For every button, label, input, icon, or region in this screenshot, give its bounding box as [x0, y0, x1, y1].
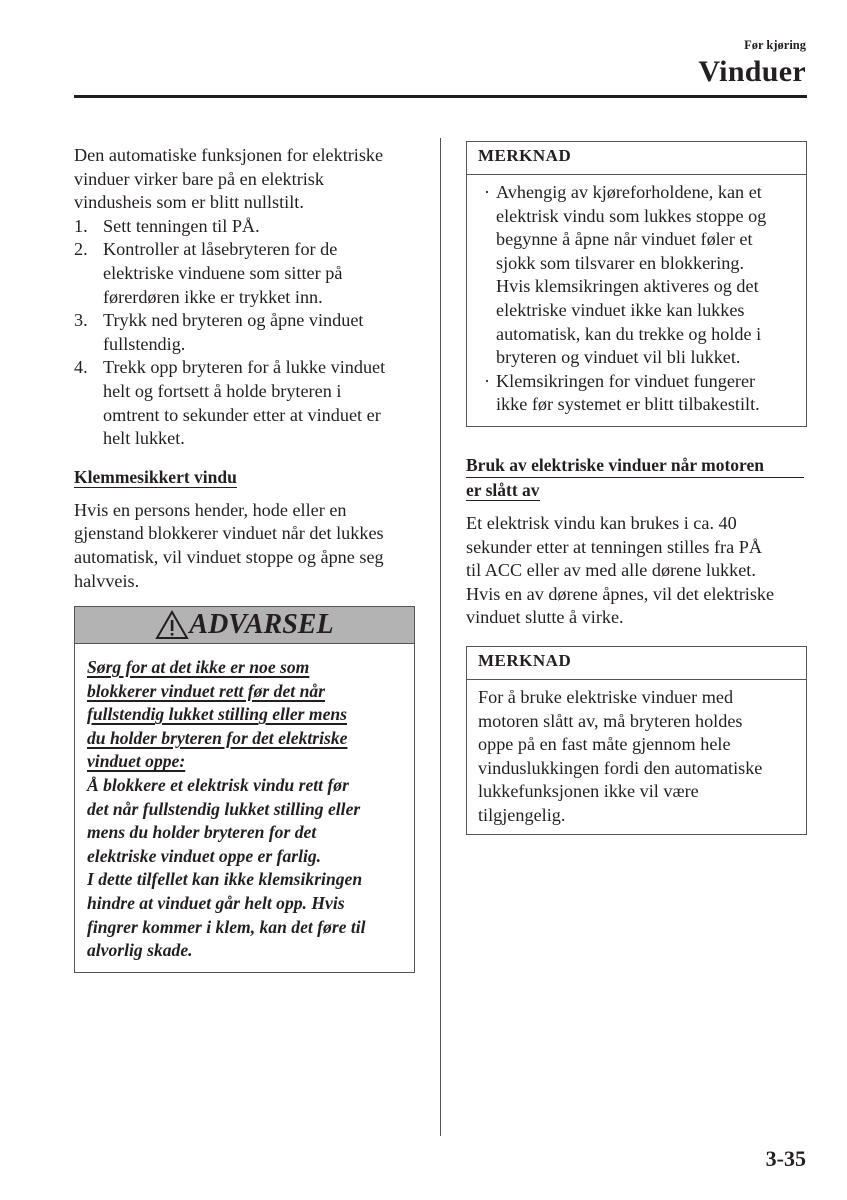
steps-list [74, 215, 419, 451]
text-line-span: du holder bryteren for det elektriske [87, 727, 348, 748]
klemmesikkert-paragraph [74, 499, 419, 593]
header-rule [74, 95, 807, 98]
text-line: omtrent to sekunder etter at vinduet er [103, 404, 381, 425]
warning-underlined-text [87, 656, 414, 774]
section-heading-klemmesikkert: Klemmesikkert vindu [74, 466, 237, 487]
list-text [103, 309, 363, 356]
text-line: lukkefunksjonen ikke vil være [478, 781, 699, 802]
note-box-2 [466, 646, 807, 835]
text-line-span: Sørg for at det ikke er noe som [87, 657, 310, 677]
text-line: tilgjengelig. [478, 804, 566, 825]
list-item [74, 309, 419, 356]
text-line-span: fullstendig lukket stilling eller mens [87, 704, 348, 725]
text-line: bryteren og vinduet vil bli lukket. [496, 347, 741, 368]
text-line [87, 680, 414, 704]
note-title: MERKNAD [467, 647, 806, 680]
text-line: elektriske vinduene som sitter på [103, 262, 343, 283]
text-line: · Avhengig av kjøreforholdene, kan et [467, 181, 806, 205]
note-title: MERKNAD [467, 142, 806, 175]
right-section [466, 453, 807, 630]
warning-box [74, 606, 415, 973]
list-item [74, 356, 419, 450]
text-line: vinduer virker bare på en elektrisk [74, 168, 324, 189]
text-line: automatisk, kan du trekke og holde i [496, 323, 762, 344]
text-line: Trykk ned bryteren og åpne vinduet [103, 310, 364, 331]
bruk-paragraph [466, 512, 807, 630]
text-line: elektriske vinduet ikke kan lukkes [496, 299, 745, 320]
text-line: til ACC eller av med alle dørene lukket. [466, 560, 756, 581]
text-line: vindusheis som er blitt nullstilt. [74, 192, 304, 213]
text-line: Sett tenningen til PÅ. [103, 215, 260, 236]
warning-title: ADVARSEL [189, 609, 334, 640]
text-line: fingrer kommer i klem, kan det føre til [87, 916, 366, 937]
list-number: 1. [74, 215, 88, 236]
text-line: det når fullstendig lukket stilling eller [87, 798, 361, 819]
note-bullets [467, 175, 806, 417]
page-number: 3-35 [765, 1146, 806, 1171]
text-line: motoren slått av, må bryteren holdes [478, 710, 743, 731]
text-line: Å blokkere et elektrisk vindu rett før [87, 774, 349, 795]
text-line: Et elektrisk vindu kan brukes i ca. 40 [466, 513, 737, 533]
warning-body-text [87, 774, 414, 963]
column-divider [440, 138, 441, 1136]
text-line: vinduet slutte å virke. [466, 607, 624, 628]
text-line: Kontroller at låsebryteren for de [103, 239, 338, 260]
text-line: fullstendig. [103, 333, 186, 354]
intro-paragraph [74, 144, 419, 215]
text-line [87, 656, 414, 680]
text-line: alvorlig skade. [87, 940, 193, 961]
note-box-1 [466, 141, 807, 427]
text-line: halvveis. [74, 570, 140, 591]
text-line: · Klemsikringen for vinduet fungerer [467, 370, 806, 394]
text-line: For å bruke elektriske vinduer med [478, 687, 734, 707]
text-line-span: vinduet oppe: [87, 751, 186, 772]
bullet-item [467, 370, 806, 417]
text-line: mens du holder bryteren for det [87, 822, 317, 843]
text-line-span: blokkerer vinduet rett før det når [87, 680, 325, 701]
text-line: hindre at vinduet går helt opp. Hvis [87, 892, 345, 913]
left-column [74, 144, 419, 593]
text-line: Den automatiske funksjonen for elektriske [74, 145, 384, 165]
note-body [467, 680, 806, 828]
text-line: Hvis en persons hender, hode eller en [74, 499, 347, 520]
warning-header [75, 607, 414, 644]
text-line: gjenstand blokkerer vinduet når det lukkes [74, 523, 384, 544]
list-item [74, 215, 419, 239]
list-text [103, 215, 260, 239]
text-line: oppe på en fast måte gjennom hele [478, 734, 731, 755]
warning-triangle-icon [155, 610, 189, 640]
list-item [74, 238, 419, 309]
text-line [87, 703, 414, 727]
list-number: 2. [74, 239, 88, 260]
text-line: ikke før systemet er blitt tilbakestilt. [496, 394, 760, 415]
text-line: automatisk, vil vinduet stoppe og åpne seg [74, 546, 384, 567]
text-line: førerdøren ikke er trykket inn. [103, 286, 323, 307]
text-line: begynne å åpne når vinduet føler et [496, 229, 753, 250]
section-label: Før kjøring [744, 38, 806, 52]
text-line: sjokk som tilsvarer en blokkering. [496, 252, 745, 273]
section-heading-bruk-line1: Bruk av elektriske vinduer når motoren [466, 453, 804, 478]
text-line: Hvis klemsikringen aktiveres og det [496, 276, 759, 297]
list-text [103, 356, 385, 450]
text-line: Hvis en av dørene åpnes, vil det elektriske [466, 583, 775, 604]
text-line: helt og fortsett å holde bryteren i [103, 380, 342, 401]
text-line: elektriske vinduet oppe er farlig. [87, 845, 322, 866]
text-line: helt lukket. [103, 428, 185, 449]
text-line: elektrisk vindu som lukkes stoppe og [496, 205, 767, 226]
list-text [103, 238, 342, 309]
text-line [87, 750, 414, 774]
text-line: Trekk opp bryteren for å lukke vinduet [103, 357, 386, 378]
bullet-item [467, 181, 806, 370]
list-number: 4. [74, 357, 88, 378]
text-line: I dette tilfellet kan ikke klemsikringen [87, 869, 363, 890]
list-number: 3. [74, 310, 88, 331]
text-line: sekunder etter at tenningen stilles fra PÅ [466, 536, 762, 557]
page-title: Vinduer [698, 55, 806, 88]
section-heading-bruk-line2: er slått av [466, 480, 540, 500]
text-line: vinduslukkingen fordi den automatiske [478, 757, 763, 778]
text-line [87, 727, 414, 751]
